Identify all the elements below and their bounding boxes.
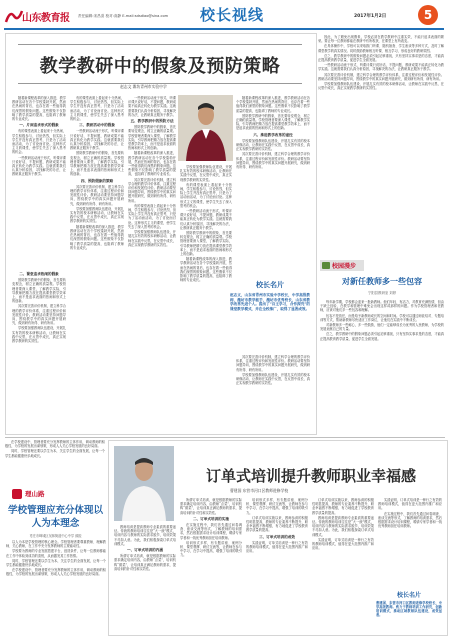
side-article-author: 宁阳县教研室 刘婷 [367, 291, 397, 295]
paragraph: 在实施过程中，我们首先通过问卷调查、座谈交流等形式，了解教师的培训需求，然后根据需求设计培训课程，聘请专家学者和一线优秀教师担任培训教师。 [180, 523, 242, 540]
lower-column-5 [378, 498, 442, 586]
paragraph: 订单式培训实施以来，教师参训的积极性明显提高，教师的专业素养不断提升，职业幸福感不断增强，有力地促进了学校教育教学质量的提高。 [246, 515, 308, 533]
paragraph: 有的课堂表面上看起来十分热闹，学生积极参与，讨论热烈，但实际上学生并没有真正思考，只是为了活动而活动，为了讨论而讨论。这种形式主义的课堂，使学生失去了深入思考的机会。 [70, 96, 124, 122]
paragraph: 因此，为了避免出现假象，学校必须在教学教研中注重实效，不能只追求表面的繁荣。要让每一位教师都能在教研中有所收获，在课堂上有所改变。 [318, 35, 444, 44]
paragraph: 实践证明，订单式培训是一种行之有效的教师培训模式，值得在更大范围内推广和应用。 [378, 498, 442, 511]
paragraph: 以人为本是学校管理的核心理念。学校管理者要尊重教师、理解教师、关心教师，在工作中充分发挥教师的主观能动性。 [6, 540, 106, 549]
paragraph: 总之，教学教研中的假象问题必须引起足够重视，只有坚持实事求是的态度，才能真正提高教育教学质量，促进学生全面发展。 [318, 53, 444, 63]
paragraph: 预防教学教研中的假象，首先要转变观念，树立正确的质量观。学校管理者要深入课堂，了解教学实际，引导教师把精力放在提高课堂教学效率上，而不是追求表面的热闹和形式上的创新。 [12, 278, 66, 304]
newspaper-logo [4, 5, 70, 27]
lower-article-author: 曹建国 东营市河口区教师进修学校 [230, 488, 289, 493]
paragraph: 其次要完善评价机制，建立科学合理的教学评价体系，注重过程评价和发展性评价。教研活动要坚持问题导向，围绕教学中的真实问题开展研究，做到研有所得、研有所用。 [70, 184, 124, 206]
section-divider [5, 437, 445, 438]
paragraph: 预防教学教研中的假象，首先要转变观念，树立正确的质量观。学校管理者要深入课堂，了解教学实际，引导教师把精力放在提高课堂教学效率上，而不是追求表面的热闹和形式上的创新。 [236, 113, 310, 131]
paragraph: 学校要加强教师队伍建设，开展扎实有效的校本研修活动，让教师在实践中反思，在反思中成长，真正实现教学教研的实效性。 [180, 165, 232, 182]
paragraph: 订单式培训实施以来，教师参训的积极性明显提高，教师的专业素养不断提升，职业幸福感不断增强，有力地促进了学校教育教学质量的提高。 [312, 498, 374, 515]
logo-mark-icon [4, 8, 24, 24]
paragraph: 包容不是放任，而是给予新教师成长的空间和时间。学校可以通过师徒结对、专题培训等方式，帮助新教师尽快适应工作岗位，让他们在实践中不断成长。 [320, 313, 444, 322]
paragraph: 一些教研活动流于形式，听课评课只说好话，不提问题，教研成果不能真正转化为教学实践。这就需要我们认真分析原因，寻找解决的办法，让教研真正服务于教学。 [12, 155, 66, 177]
main-column-1 [12, 96, 66, 266]
subhead: 二、订单式培训的实施 [193, 516, 229, 521]
column-tag-campus [320, 260, 364, 271]
lower-column-2 [180, 498, 242, 630]
side-article-body [320, 300, 444, 430]
section-banner [200, 4, 295, 26]
paragraph: 学校要加强教师队伍建设，开展扎实有效的校本研修活动，让教师在实践中反思，在反思中成长，真正实现教学教研的实效性。 [128, 230, 176, 247]
paragraph: 有的课堂表面上看起来十分热闹，学生积极参与，讨论热烈，但实际上学生并没有真正思考，只是为了活动而活动，为了讨论而讨论。这种形式主义的课堂，使学生失去了深入思考的机会。 [128, 203, 176, 229]
paragraph: 培训形式多样，有专题讲座、案例分析、课堂观摩、研讨交流等，让教师在参与中学习，在学习中提高，增强了培训的吸引力。 [246, 498, 308, 515]
leaf-icon [322, 262, 330, 269]
author-portrait-photo [114, 446, 174, 521]
paragraph: 学校要加强教师队伍建设，开展扎实有效的校本研修活动，让教师在实践中反思，在反思中成长，真正实现教学教研的实效性。 [236, 372, 310, 386]
paragraph: 所谓订单式培训，就是根据教师的实际需求确定培训内容，由教师“点菜”，培训机构“做菜”，让培训真正满足教师的需求，提高培训的针对性和实效性。 [180, 498, 242, 515]
paragraph: 学校要加强教师队伍建设，开展扎实有效的校本研修活动，让教师在实践中反思，在反思中成长，真正实现教学教研的实效性。 [70, 206, 124, 224]
principal-portrait-photo [178, 95, 233, 161]
profile-text: 曹建国，东营市河口区教师进修学校校长，中学高级教师。致力于教师培训工作研究，创新培训模式，推动区域教师队伍建设，成效显著。 [376, 601, 442, 618]
paragraph: 有的课堂表面上看起来十分热闹，学生积极参与，讨论热烈，但实际上学生并没有真正思考，只是为了活动而活动，为了讨论而讨论。这种形式主义的课堂，使学生失去了深入思考的机会。 [12, 129, 66, 155]
paragraph: 同时，学校管理还要以学生为本，关注学生的全面发展，让每一个学生都能健康快乐地成长。 [6, 558, 106, 568]
paragraph: 学校要加强教师队伍建设，开展扎实有效的校本研修活动，让教师在实践中反思，在反思中成长，真正实现教学教研的实效性。 [318, 82, 444, 91]
subhead: 一、片面追求形式的假象 [19, 123, 59, 128]
paragraph: 预防教学教研中的假象，首先要转变观念，树立正确的质量观。学校管理者要深入课堂，了解教学实际，引导教师把精力放在提高课堂教学效率上，而不是追求表面的热闹和形式上的创新。 [128, 125, 176, 151]
lower-column-1 [114, 525, 176, 630]
paragraph: 一些教研活动流于形式，听课评课只说好话，不提问题，教研成果不能真正转化为教学实践。这就需要我们认真分析原因，寻找解决的办法，让教研真正服务于教学。 [318, 63, 444, 72]
subhead: 二、课堂追求热闹的假象 [19, 272, 59, 276]
main-column-3 [128, 96, 176, 430]
paragraph: 实践证明，订单式培训是一种行之有效的教师培训模式，值得在更大范围内推广和应用。 [246, 540, 308, 554]
profile-text: 赵志文，山东省青州市实验中学校长，中学高级教师，潍坊市教学能手，潍坊市优秀校长，山东省教学改革先进个人。提出了“自主学习，合作探究”的课堂教学模式，并在全校推广，取得了显著成效。 [230, 293, 310, 311]
issue-date: 2017年1月2日 [354, 14, 387, 19]
lower-left-author: 枣庄市峄城区吴林街道中心中学 薛振 [29, 534, 82, 538]
column-mark-icon [12, 489, 22, 499]
subhead: 四、预防假象的策略 [80, 178, 114, 183]
column-tag-label: 校园漫步 [332, 263, 357, 270]
section-banner-title: 校长视线 [200, 6, 265, 24]
paragraph: 随着新课程改革的深入推进，教学教研活动在各个学校蓬勃开展，然而在热闹的背后，也存在着一些值得我们深思的假象问题。这些假象不仅影响了教学质量的提高，也阻碍了教师的专业成长。 [12, 96, 66, 122]
paragraph: 在实施过程中，我们首先通过问卷调查、座谈交流等形式，了解教师的培训需求，然后根据需求设计培训课程，聘请专家学者和一线优秀教师担任培训教师。 [378, 511, 442, 529]
paragraph: 教师培训是提高教师专业素质的重要途径。传统的教师培训往往是“大一统”模式，培训内容与教师的实际需求脱节，培训效果不尽如人意。为此，我们积极探索订单式培训模式。 [114, 525, 176, 546]
paragraph: 学校要加强教师队伍建设，开展扎实有效的校本研修活动，让教师在实践中反思，在反思中成长，真正实现教学教研的实效性。 [236, 138, 310, 152]
paragraph: 教师培训是提高教师专业素质的重要途径。传统的教师培训往往是“大一统”模式，培训内容与教师的实际需求脱节，培训效果不尽如人意。为此，我们积极探索订单式培训模式。 [312, 515, 374, 537]
main-column-2 [70, 96, 124, 430]
profile-title: 校长名片 [396, 592, 421, 599]
lower-left-intro [5, 440, 105, 485]
paragraph: 在学校建设中，管理者要充分发挥教师的主体作用，调动教师的积极性，为学校的发展出谋划策，形成人人关心学校发展的良好局面。 [5, 440, 105, 449]
main-column-1b [12, 270, 66, 430]
column-tag-management [12, 488, 72, 500]
paragraph: 一些教研活动流于形式，听课评课只说好话，不提问题，教研成果不能真正转化为教学实践。这就需要我们认真分析原因，寻找解决的办法，让教研真正服务于教学。 [180, 209, 232, 230]
paragraph: 一些教研活动流于形式，听课评课只说好话，不提问题，教研成果不能真正转化为教学实践。这就需要我们认真分析原因，寻找解决的办法，让教研真正服务于教学。 [70, 129, 124, 151]
main-column-4 [236, 96, 310, 276]
paragraph: 在学校建设中，管理者要充分发挥教师的主体作用，调动教师的积极性，为学校的发展出谋划策，形成人人关心学校发展的良好局面。 [6, 568, 106, 577]
paragraph: 学校要为教师的专业发展搭建平台，创造条件，让每一位教师都能在工作中体验到成功的喜悦，从而激发其工作热情。 [6, 549, 106, 558]
paragraph: 其次要完善评价机制，建立科学合理的教学评价体系，注重过程评价和发展性评价。教研活动要坚持问题导向，围绕教学中的真实问题开展研究，做到研有所得、研有所用。 [236, 152, 310, 170]
main-column-4b [236, 355, 310, 430]
lower-left-title: 学校管理应充分体现以人为本理念 [8, 505, 104, 529]
paragraph: 随着新课程改革的深入推进，教学教研活动在各个学校蓬勃开展，然而在热闹的背后，也存在着一些值得我们深思的假象问题。这些假象不仅影响了教学质量的提高，也阻碍了教师的专业成长。 [70, 224, 124, 250]
paragraph: 预防教学教研中的假象，首先要转变观念，树立正确的质量观。学校管理者要深入课堂，了解教学实际，引导教师把精力放在提高课堂教学效率上，而不是追求表面的热闹和形式上的创新。 [70, 151, 124, 177]
paragraph: 预防教学教研中的假象，首先要转变观念，树立正确的质量观。学校管理者要深入课堂，了解教学实际，引导教师把精力放在提高课堂教学效率上，而不是追求表面的热闹和形式上的创新。 [180, 231, 232, 257]
profile-title: 校长名片 [256, 281, 284, 289]
paragraph: 有的课堂表面上看起来十分热闹，学生积极参与，讨论热烈，但实际上学生并没有真正思考，只是为了活动而活动，为了讨论而讨论。这种形式主义的课堂，使学生失去了深入思考的机会。 [180, 182, 232, 208]
principal-profile-box [230, 280, 310, 350]
header-rule [4, 28, 444, 30]
paragraph: 实践证明，订单式培训是一种行之有效的教师培训模式，值得在更大范围内推广和应用。 [312, 537, 374, 551]
logo-name: 山东教育报 [22, 13, 70, 24]
paragraph: 总之，教学教研中的假象问题必须引起足够重视，只有坚持实事求是的态度，才能真正提高教育教学质量，促进学生全面发展。 [320, 332, 444, 341]
paragraph: 每年新学期，学校都会迎来一批新教师。他们年轻、有活力，对教育充满热情，但由于缺乏经验，在教学和管理中难免会出现这样或那样的问题。作为学校管理者和老教师，应该对他们多一些包容和理解。 [320, 300, 444, 313]
main-article-author: 赵志文 潍坊青州市实验中学 [120, 84, 167, 89]
paragraph: 随着新课程改革的深入推进，教学教研活动在各个学校蓬勃开展，然而在热闹的背后，也存在着一些值得我们深思的假象问题。这些假象不仅影响了教学质量的提高，也阻碍了教师的专业成长。 [236, 96, 310, 113]
paragraph: 在具体操作中，学校可以采取推门听课、随机抽查、学生座谈等多种方式，及时了解课堂教学的真实情况。同时鼓励教师相互听课、相互学习，形成良好的教研氛围。 [318, 44, 444, 53]
column-tag-label: 理山路 [25, 490, 45, 498]
lower-column-3 [246, 498, 308, 630]
paragraph: 同时，学校管理还要以学生为本，关注学生的全面发展，让每一个学生都能健康快乐地成长。 [5, 449, 105, 458]
lower-column-4 [312, 498, 374, 630]
paragraph: 培训形式多样，有专题讲座、案例分析、课堂观摩、研讨交流等，让教师在参与中学习，在学习中提高，增强了培训的吸引力。 [180, 540, 242, 558]
paragraph: 对新教师多一些耐心，多一些鼓励，他们一定能够成长为优秀的人民教师，为学校的发展贡献自己的力量。 [320, 323, 444, 332]
subhead: 三、教研活动中的假象 [79, 123, 115, 128]
subhead: 一、订单式培训的内涵 [127, 548, 163, 553]
right-column-text [318, 35, 444, 250]
paragraph: 其次要完善评价机制，建立科学合理的教学评价体系，注重过程评价和发展性评价。教研活动要坚持问题导向，围绕教学中的真实问题开展研究，做到研有所得、研有所用。 [12, 304, 66, 326]
subhead: 三、订单式培训的成效 [259, 534, 295, 539]
paragraph: 其次要完善评价机制，建立科学合理的教学评价体系，注重过程评价和发展性评价。教研活动要坚持问题导向，围绕教学中的真实问题开展研究，做到研有所得、研有所用。 [236, 355, 310, 372]
paragraph: 学校要加强教师队伍建设，开展扎实有效的校本研修活动，让教师在实践中反思，在反思中成长，真正实现教学教研的实效性。 [12, 326, 66, 344]
main-article-title: 教学教研中的假象及预防策略 [39, 56, 281, 77]
subhead: 六、推进教学改革的途径 [253, 132, 293, 137]
paragraph: 一些教研活动流于形式，听课评课只说好话，不提问题，教研成果不能真正转化为教学实践。这就需要我们认真分析原因，寻找解决的办法，让教研真正服务于教学。 [128, 96, 176, 117]
paragraph: 随着新课程改革的深入推进，教学教研活动在各个学校蓬勃开展，然而在热闹的背后，也存在着一些值得我们深思的假象问题。这些假象不仅影响了教学质量的提高，也阻碍了教师的专业成长。 [180, 257, 232, 283]
page-number-badge: 5 [418, 5, 438, 25]
paragraph: 其次要完善评价机制，建立科学合理的教学评价体系，注重过程评价和发展性评价。教研活动要坚持问题导向，围绕教学中的真实问题开展研究，做到研有所得、研有所用。 [128, 177, 176, 203]
subhead: 五、教学教研中的预防方法 [130, 119, 174, 124]
main-column-3b [180, 165, 232, 430]
lower-article-title: 订单式培训提升教师职业幸福感 [205, 467, 416, 485]
paragraph: 随着新课程改革的深入推进，教学教研活动在各个学校蓬勃开展，然而在热闹的背后，也存在着一些值得我们深思的假象问题。这些假象不仅影响了教学质量的提高，也阻碍了教师的专业成长。 [128, 151, 176, 177]
author-profile-box [376, 590, 442, 632]
paragraph: 所谓订单式培训，就是根据教师的实际需求确定培训内容，由教师“点菜”，培训机构“做菜”，让培训真正满足教师的需求，提高培训的针对性和实效性。 [114, 554, 176, 571]
side-article-title: 对新任教师多一些包容 [342, 277, 422, 286]
lower-left-body [6, 540, 106, 632]
editor-info: 责任编辑:宋昌喜 校对:高静 E-mail:sdsdiao@sina.com [78, 14, 169, 18]
paragraph: 其次要完善评价机制，建立科学合理的教学评价体系，注重过程评价和发展性评价。教研活动要坚持问题导向，围绕教学中的真实问题开展研究，做到研有所得、研有所用。 [318, 72, 444, 81]
